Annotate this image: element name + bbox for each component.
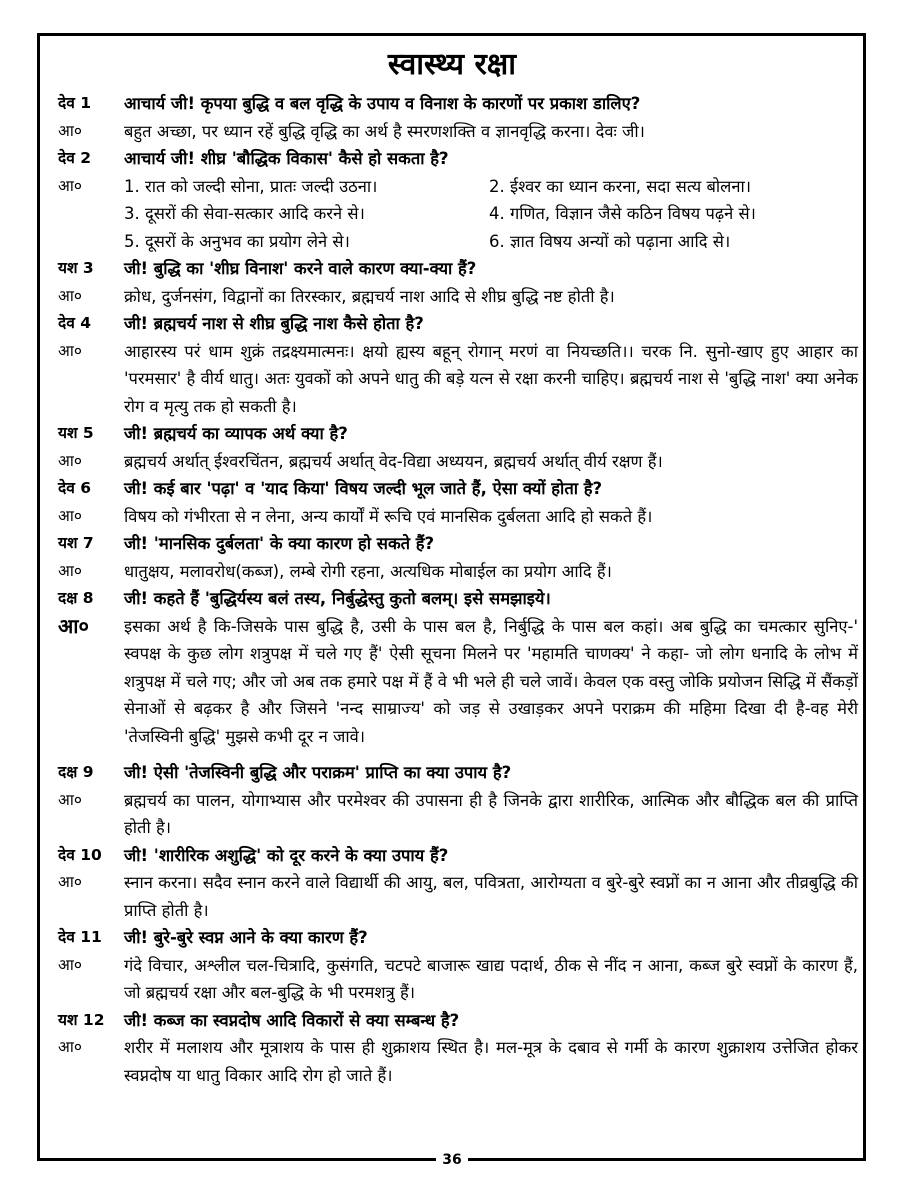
speaker-label: यश 12: [58, 1010, 105, 1029]
answer-label: आ०: [58, 955, 82, 974]
answer-row: [58, 448, 858, 476]
question-text: जी! कई बार 'पढ़ा' व 'याद किया' विषय जल्दी भूल जाते हैं, ऐसा क्यों होता है?: [124, 479, 603, 498]
answer-row: [58, 503, 858, 531]
list-item: 2. ईश्वर का ध्यान करना, सदा सत्य बोलना।: [489, 176, 752, 196]
answer-label: आ०: [58, 286, 82, 305]
answer-label: आ०: [58, 176, 82, 195]
list-item: 1. रात को जल्दी सोना, प्रातः जल्दी उठना।: [124, 176, 378, 196]
list-item: 3. दूसरों की सेवा-सत्कार आदि करने से।: [124, 204, 365, 223]
qa-content: [58, 90, 858, 1089]
answer-text: धातुक्षय, मलावरोध(कब्ज), लम्बे रोगी रहना, अत्यधिक मोबाईल का प्रयोग आदि हैं।: [124, 561, 612, 581]
answer-row: [58, 338, 858, 421]
question-row: [58, 530, 858, 558]
answer-list: [124, 173, 849, 256]
speaker-label: यश 3: [58, 259, 94, 277]
speaker-label: देव 6: [58, 479, 92, 497]
question-text: आचार्य जी! शीघ्र 'बौद्धिक विकास' कैसे हो सकता है?: [124, 149, 449, 168]
question-text: जी! ब्रह्मचर्य नाश से शीघ्र बुद्धि नाश कैसे होता है?: [124, 314, 424, 333]
answer-text: ब्रह्मचर्य अर्थात् ईश्वरचिंतन, ब्रह्मचर्य अर्थात् वेद-विद्या अध्ययन, ब्रह्मचर्य अर्थात् वीर्य रक्षण हैं।: [124, 451, 663, 471]
speaker-label: दक्ष 9: [58, 763, 94, 781]
answer-text: क्रोध, दुर्जनसंग, विद्वानों का तिरस्कार, ब्रह्मचर्य नाश आदि से शीघ्र बुद्धि नष्ट होती है।: [124, 286, 615, 306]
question-text: जी! बुरे-बुरे स्वप्न आने के क्या कारण हैं?: [124, 928, 368, 947]
speaker-label: देव 11: [58, 928, 102, 946]
spacer: [58, 750, 858, 759]
question-text: जी! ऐसी 'तेजस्विनी बुद्धि और पराक्रम' प्राप्ति का क्या उपाय है?: [124, 763, 512, 782]
list-item: 5. दूसरों के अनुभव का प्रयोग लेने से।: [124, 231, 350, 251]
answer-label: आ०: [58, 341, 82, 360]
question-text: जी! कहते हैं 'बुद्धिर्यस्य बलं तस्य, निर्बुद्धेस्तु कुतो बलम्। इसे समझाइये।: [124, 589, 551, 608]
answer-row: [58, 787, 858, 842]
answer-row: [58, 952, 858, 1007]
question-row: [58, 585, 858, 613]
question-row: [58, 420, 858, 448]
question-row: [58, 475, 858, 503]
question-row: [58, 255, 858, 283]
answer-label: आ०: [58, 790, 82, 809]
answer-text: ब्रह्मचर्य का पालन, योगाभ्यास और परमेश्वर की उपासना ही है जिनके द्वारा शारीरिक, आत्मिक और बौद्धिक बल की प्राप्ति होती है।: [124, 790, 858, 837]
question-text: जी! 'शारीरिक अशुद्धि' को दूर करने के क्या उपाय हैं?: [124, 845, 449, 865]
answer-text: विषय को गंभीरता से न लेना, अन्य कार्यों में रूचि एवं मानसिक दुर्बलता आदि हो सकते हैं।: [124, 506, 653, 526]
answer-text: स्नान करना। सदैव स्नान करने वाले विद्यार्थी की आयु, बल, पवित्रता, आरोग्यता व बुरे-बुरे स्वप्नों का न आना और तीव्रबुद्धि की प्राप्ति होती है।: [124, 873, 858, 920]
answer-row: [58, 613, 858, 751]
answer-row: [58, 869, 858, 924]
question-row: [58, 90, 858, 118]
answer-row: [58, 118, 858, 146]
list-item: 6. ज्ञात विषय अन्यों को पढ़ाना आदि से।: [489, 231, 731, 251]
answer-row: [58, 558, 858, 586]
speaker-label: दक्ष 8: [58, 589, 94, 607]
question-text: जी! 'मानसिक दुर्बलता' के क्या कारण हो सकते हैं?: [124, 534, 435, 553]
answer-text: गंदे विचार, अश्लील चल-चित्रादि, कुसंगति, चटपटे बाजारू खाद्य पदार्थ, ठीक से नींद न आना, कब्ज बुरे स्वप्नों के कारण हैं, जो ब्रह्मचर्य रक्षा और बल-बुद्धि के भी परमशत्रु हैं।: [124, 955, 858, 1002]
question-row: [58, 924, 858, 952]
answer-label: आ०: [58, 561, 82, 580]
question-text: जी! ब्रह्मचर्य का व्यापक अर्थ क्या है?: [124, 424, 348, 443]
speaker-label: देव 1: [58, 94, 92, 112]
answer-row: [58, 173, 858, 256]
question-text: जी! कब्ज का स्वप्नदोष आदि विकारों से क्या सम्बन्ध है?: [124, 1010, 460, 1030]
page-title: स्वास्थ्य रक्षा: [387, 47, 517, 82]
answer-label: आ०: [58, 1038, 82, 1056]
answer-label: आ०: [58, 121, 82, 140]
speaker-label: यश 7: [58, 534, 94, 552]
list-item: 4. गणित, विज्ञान जैसे कठिन विषय पढ़ने से।: [489, 204, 756, 223]
answer-row: [58, 283, 858, 311]
question-row: [58, 310, 858, 338]
page-number-text: 36: [436, 1152, 467, 1168]
question-text: जी! बुद्धि का 'शीघ्र विनाश' करने वाले कारण क्या-क्या हैं?: [124, 259, 477, 278]
answer-label: आ०: [58, 873, 82, 891]
answer-label: आ०: [58, 506, 82, 525]
speaker-label: देव 4: [58, 314, 92, 332]
page-number: [0, 1149, 904, 1168]
speaker-label: देव 2: [58, 149, 92, 167]
question-row: [58, 842, 858, 870]
answer-text: आहारस्य परं धाम शुक्रं तद्रक्ष्यमात्मनः। क्षयो ह्यस्य बहून् रोगान् मरणं वा नियच्छति।। चरक नि. सुनो-खाए हुए आहार का 'परमसार' है वीर्य धातु। अतः युवकों को अपने धातु की बड़े यत्न से रक्षा करनी चाहिए। ब्रह्मचर्य नाश से 'बुद्धि नाश' क्या अनेक रोग व मृत्यु तक हो सकती है।: [124, 341, 858, 416]
question-text: आचार्य जी! कृपया बुद्धि व बल वृद्धि के उपाय व विनाश के कारणों पर प्रकाश डालिए?: [124, 94, 641, 113]
answer-text: इसका अर्थ है कि-जिसके पास बुद्धि है, उसी के पास बल है, निर्बुद्धि के पास बल कहां। अब बुद्धि का चमत्कार सुनिए-' स्वपक्ष के कुछ लोग शत्रुपक्ष में चले गए हैं' ऐसी सूचना मिलने पर 'महामति चाणक्य' ने कहा- जो लोग धनादि के लोभ में शत्रुपक्ष में चले गए; और जो अब तक हमारे पक्ष में हैं वे भी भले ही चले जावें। केवल एक वस्तु जोकि प्रयोजन सिद्धि में सैंकड़ों सेनाओं से बढ़कर है और जिसने 'नन्द साम्राज्य' को जड़ से उखाड़कर अपने पराक्रम की महिमा दिखा दी है-वह मेरी 'तेजस्विनी बुद्धि' मुझसे कभी दूर न जावे।: [124, 616, 858, 746]
answer-label: आ०: [58, 451, 82, 470]
answer-text: बहुत अच्छा, पर ध्यान रहें बुद्धि वृद्धि का अर्थ है स्मरणशक्ति व ज्ञानवृद्धि करना। देवः जी।: [124, 121, 645, 141]
speaker-label: देव 10: [58, 845, 102, 864]
answer-text: शरीर में मलाशय और मूत्राशय के पास ही शुक्राशय स्थित है। मल-मूत्र के दबाव से गर्मी के कारण शुक्राशय उत्तेजित होकर स्वप्नदोष या धातु विकार आदि रोग हो जाते हैं।: [124, 1038, 858, 1085]
speaker-label: यश 5: [58, 424, 94, 442]
question-row: [58, 1007, 858, 1035]
question-row: [58, 759, 858, 787]
answer-row: [58, 1034, 858, 1089]
answer-label: आ०: [58, 613, 89, 638]
question-row: [58, 145, 858, 173]
